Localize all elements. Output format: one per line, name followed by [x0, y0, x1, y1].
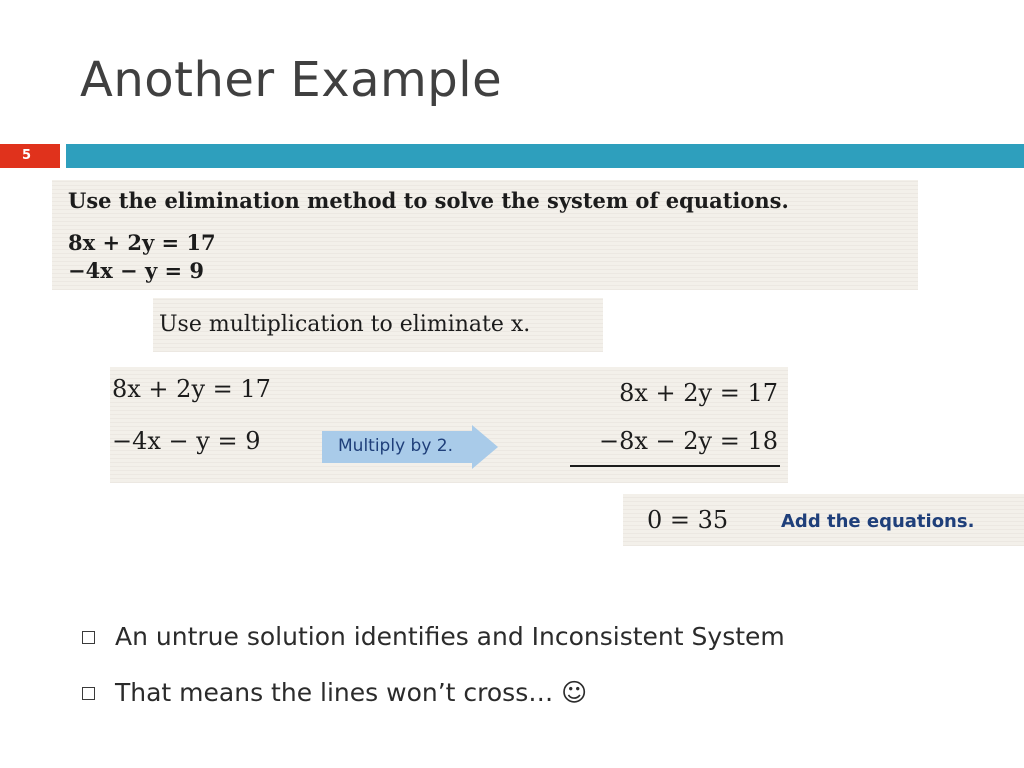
- problem-equation-1: 8x + 2y = 17: [68, 230, 216, 255]
- left-equation-2: −4x − y = 9: [112, 427, 261, 455]
- problem-prompt: Use the elimination method to solve the system of equations.: [68, 188, 789, 213]
- steps-image: [110, 367, 788, 483]
- problem-equation-2: −4x − y = 9: [68, 258, 204, 283]
- accent-bar: [66, 144, 1024, 168]
- slide-title: Another Example: [80, 52, 503, 108]
- left-equation-1: 8x + 2y = 17: [112, 375, 271, 403]
- slide-number: 5: [0, 144, 60, 168]
- bullet-item: [82, 608, 785, 664]
- right-equation-1: 8x + 2y = 17: [619, 379, 778, 407]
- hollow-square-bullet-icon: [82, 687, 95, 700]
- right-equation-2: −8x − 2y = 18: [598, 427, 778, 455]
- result-note: Add the equations.: [781, 511, 975, 532]
- bullet-list: [82, 608, 785, 720]
- hollow-square-bullet-icon: [82, 631, 95, 644]
- bullet-text: That means the lines won’t cross… ☺: [115, 677, 588, 707]
- sum-rule: [570, 465, 780, 467]
- arrow-label: Multiply by 2.: [338, 436, 454, 456]
- instruction-text: Use multiplication to eliminate x.: [159, 312, 531, 337]
- result-image: [623, 494, 1024, 546]
- bullet-item: [82, 664, 785, 720]
- problem-image: [52, 180, 918, 290]
- bullet-text: An untrue solution identifies and Inconsistent System: [115, 621, 785, 651]
- multiply-arrow: [322, 425, 498, 469]
- instruction-image: [153, 298, 603, 352]
- result-equation: 0 = 35: [647, 506, 729, 534]
